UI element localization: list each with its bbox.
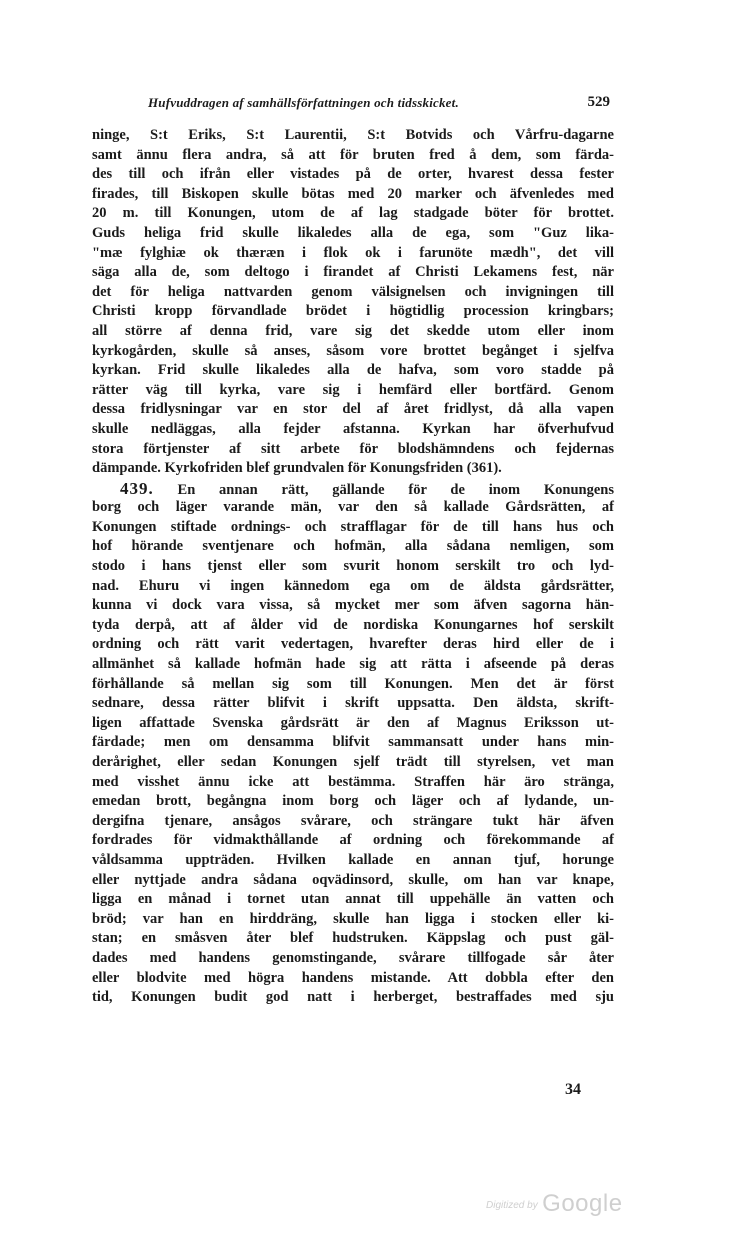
section-first-line [92, 479, 614, 499]
text-line: emedan brott, begångna inom borg och läger och af lydande, un- [92, 793, 614, 810]
text-line: stan; en småsven åter blef hudstruken. Käppslag och pust gäl- [92, 930, 614, 947]
paragraph-continuation [92, 126, 614, 479]
section-first-line-text: En annan rätt, gällande för de inom Konungens [177, 481, 615, 498]
text-line: tid, Konungen budit god natt i herberget, bestraffades med sju [92, 989, 614, 1006]
text-line: dergifna tjenare, ansågos svårare, och strängare tukt här äfven [92, 812, 614, 829]
digitization-watermark [486, 1190, 623, 1218]
text-line: tyda derpå, att af ålder vid de nordiska Konungarnes hof serskilt [92, 616, 614, 633]
text-line: Christi kropp förvandlade brödet i högtidlig procession kringbars; [92, 303, 614, 320]
text-line: ninge, S:t Eriks, S:t Laurentii, S:t Botvids och Vårfru-dagarne [92, 127, 614, 143]
watermark-prefix: Digitized by [486, 1200, 538, 1211]
text-line: des till och ifrån eller vistades på de orter, hvarest dessa fester [92, 166, 614, 183]
text-line: säga alla de, som deltogo i firandet af Christi Lekamens fest, när [92, 264, 614, 281]
text-line: kyrkan. Frid skulle likaledes alla de hafva, som voro stadde på [92, 362, 614, 379]
running-title: Hufvuddragen af samhällsförfattningen och tidsskicket. [148, 95, 459, 110]
text-line: det för heliga nattvarden genom välsignelsen och invigningen till [92, 283, 614, 300]
text-line: bröd; var han en hirddräng, skulle han ligga i stocken eller ki- [92, 910, 614, 927]
text-line: stora förtjenster af sitt arbete för blodshämndens och fejdernas [92, 440, 614, 457]
body-text [92, 126, 614, 1008]
text-line: ordning och rätt varit vedertagen, hvarefter deras hird eller de i [92, 636, 614, 653]
google-logo: Google [542, 1190, 623, 1217]
text-line: dessa fridlysningar var en stor del af året fridlyst, då alla vapen [92, 401, 614, 418]
text-line: firades, till Biskopen skulle bötas med 20 marker och äfvenledes med [92, 185, 614, 202]
text-line: ligga en månad i tornet utan annat till uppehälle än vatten och [92, 891, 614, 908]
text-line: skulle nedläggas, alla fejder afstanna. Kyrkan har öfverhufvud [92, 420, 614, 437]
section-number: 439. [120, 478, 154, 498]
text-line: våldsamma uppträden. Hvilken kallade en annan tjuf, horunge [92, 851, 614, 868]
text-line: borg och läger varande män, var den så kallade Gårdsrätten, af [92, 499, 614, 516]
text-line: Konungen stiftade ordnings- och strafflagar för de till hans hus och [92, 518, 614, 535]
text-line: kyrkogården, skulle så anses, såsom vore brottet begånget i sjelfva [92, 342, 614, 359]
text-line: färdade; men om densamma blifvit sammansatt under hans min- [92, 734, 614, 751]
page-number: 529 [587, 94, 610, 110]
text-line: dades med handens genomstingande, svårare tillfogade sår åter [92, 949, 614, 966]
text-line: rätter väg till kyrka, vare sig i hemfärd eller bortfärd. Genom [92, 381, 614, 398]
text-line: fordrades för vidmakthållande af ordning och förekommande af [92, 832, 614, 849]
page-header [92, 95, 614, 119]
text-line: sednare, dessa rätter blifvit i skrift uppsatta. Den äldsta, skrift- [92, 695, 614, 712]
text-line: "mæ fylghiæ ok thæræn i flok ok i farunöte mædh", det vill [92, 244, 614, 261]
text-line: hof hörande sventjenare och hofmän, alla sådana nemligen, som [92, 538, 614, 555]
text-line: ligen affattade Svenska gårdsrätt är den af Magnus Eriksson ut- [92, 714, 614, 731]
text-line: derårighet, eller sedan Konungen sjelf trädt till styrelsen, vet man [92, 754, 614, 770]
text-line: 20 m. till Konungen, utom de af lag stadgade böter för brottet. [92, 205, 614, 222]
paragraph-section-439 [92, 498, 614, 1007]
text-line: kunna vi dock vara vissa, så mycket mer som äfven sagorna hän- [92, 597, 614, 614]
text-line: samt ännu flera andra, så att för bruten fred å dem, som färda- [92, 146, 614, 163]
text-line: eller nyttjade andra sådana oqvädinsord, skulle, om han var knape, [92, 871, 614, 888]
text-line: stodo i hans tjenst eller som svurit honom serskilt tro och lyd- [92, 558, 614, 575]
text-line: allmänhet så kallade hofmän hade sig att rätta i afseende på deras [92, 656, 614, 673]
signature-mark: 34 [565, 1081, 581, 1098]
text-line: eller blodvite med högra handens mistande. Att dobbla efter den [92, 969, 614, 986]
text-line: med visshet ännu icke att bestämma. Straffen här äro stränga, [92, 773, 614, 790]
text-line: Guds heliga frid skulle likaledes alla de ega, som "Guz lika- [92, 224, 614, 241]
text-line: förhållande så mellan sig som till Konungen. Men det är först [92, 675, 614, 692]
text-line: dämpande. Kyrkofriden blef grundvalen för Konungsfriden (361). [92, 460, 502, 477]
text-line: nad. Ehuru vi ingen kännedom ega om de äldsta gårdsrätter, [92, 577, 614, 594]
text-line: all större af denna frid, vare sig det skedde utom eller inom [92, 322, 614, 339]
